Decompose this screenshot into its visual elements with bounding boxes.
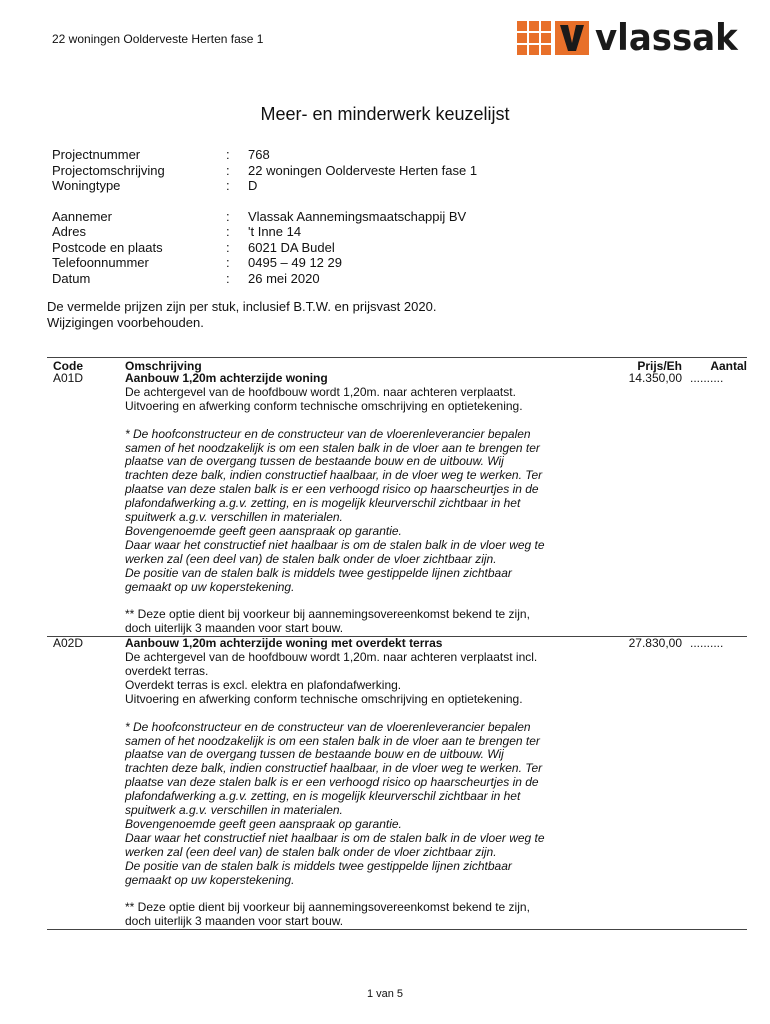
row-note-line: werken zal (een deel van) de stalen balk onder de vloer zichtbaar zijn. <box>125 844 497 859</box>
meta-label: Aannemer <box>52 208 112 224</box>
row-code: A01D <box>53 371 84 385</box>
row-spacer <box>125 594 623 608</box>
meta-colon: : <box>226 162 230 178</box>
row-condition-line: doch uiterlijk 3 maanden voor start bouw. <box>125 914 344 929</box>
row-spacer <box>125 887 623 901</box>
meta-value: 22 woningen Oolderveste Herten fase 1 <box>248 162 478 178</box>
price-note <box>47 299 436 331</box>
row-description <box>125 372 623 636</box>
row-title: Aanbouw 1,20m achterzijde woning <box>125 371 328 385</box>
row-note-line: spuitwerk a.g.v. verschillen in materialen. <box>125 510 343 525</box>
price-note-line: Wijzigingen voorbehouden. <box>47 315 204 330</box>
row-note-line: werken zal (een deel van) de stalen balk onder de vloer zichtbaar zijn. <box>125 551 497 566</box>
table-row <box>47 372 747 636</box>
row-price: 14.350,00 <box>628 371 682 385</box>
meta-label: Datum <box>52 270 91 286</box>
meta-value: 0495 – 49 12 29 <box>248 255 342 270</box>
meta-colon: : <box>226 255 230 270</box>
row-condition-line: ** Deze optie dient bij voorkeur bij aannemingsovereenkomst bekend te zijn, <box>125 900 530 915</box>
row-note-line: * De hoofconstructeur en de constructeur van de vloerenleverancier bepalen <box>125 426 531 441</box>
row-note-line: trachten deze balk, indien constructief haalbaar, in de vloer weg te werken. Ter <box>125 468 543 483</box>
meta-value: Vlassak Aannemingsmaatschappij BV <box>248 208 467 224</box>
vlassak-logo <box>517 16 738 60</box>
row-note-line: plaatse van deze stalen balk is er een verhoogd risico op haarscheurtjes in de <box>125 775 539 790</box>
meta-row <box>52 178 477 194</box>
row-description-line: Uitvoering en afwerking conform technische omschrijving en optietekening. <box>125 398 523 413</box>
header-code: Code <box>53 359 83 373</box>
row-note-line: De positie van de stalen balk is middels twee gestippelde lijnen zichtbaar <box>125 565 512 580</box>
meta-colon: : <box>226 208 230 224</box>
meta-colon: : <box>226 270 230 286</box>
row-description <box>125 637 623 929</box>
row-note-line: trachten deze balk, indien constructief haalbaar, in de vloer weg te werken. Ter <box>125 761 543 776</box>
meta-spacer <box>52 194 477 209</box>
meta-row <box>52 224 477 240</box>
header-description: Omschrijving <box>125 359 202 373</box>
page-title: Meer- en minderwerk keuzelijst <box>260 104 510 124</box>
meta-value: 6021 DA Budel <box>248 239 335 255</box>
project-meta <box>52 147 477 286</box>
meta-colon: : <box>226 224 230 239</box>
meta-value: D <box>248 178 258 193</box>
meta-row <box>52 147 477 163</box>
meta-colon: : <box>226 178 230 193</box>
table-end-rule <box>47 929 747 930</box>
row-note-line: plaatse van de overgang tussen de bestaande bouw en de uitbouw. Wij <box>125 454 504 469</box>
row-note-line: samen of het noodzakelijk is om een stalen balk in de vloer aan te brengen ter <box>125 440 540 455</box>
page-number: 1 van 5 <box>366 988 404 1000</box>
meta-row <box>52 240 477 256</box>
row-note-line: De positie van de stalen balk is middels twee gestippelde lijnen zichtbaar <box>125 858 512 873</box>
meta-label: Projectomschrijving <box>52 162 165 178</box>
meta-label: Projectnummer <box>52 147 141 162</box>
meta-label: Adres <box>52 224 86 239</box>
row-description-line: De achtergevel van de hoofdbouw wordt 1,20m. naar achteren verplaatst. <box>125 384 516 399</box>
row-description-line: Overdekt terras is excl. elektra en plafondafwerking. <box>125 677 402 692</box>
meta-value: 't Inne 14 <box>248 224 302 239</box>
row-condition-line: doch uiterlijk 3 maanden voor start bouw. <box>125 621 344 636</box>
meta-colon: : <box>226 239 230 255</box>
meta-row <box>52 271 477 287</box>
logo-squares-icon <box>517 21 551 55</box>
row-description-line: overdekt terras. <box>125 664 209 678</box>
row-note-line: Bovengenoemde geeft geen aanspraak op garantie. <box>125 523 402 538</box>
header-project-name: 22 woningen Oolderveste Herten fase 1 <box>52 32 264 46</box>
row-spacer <box>125 707 623 721</box>
table-row <box>47 636 747 929</box>
row-note-line: spuitwerk a.g.v. verschillen in materialen. <box>125 803 343 818</box>
header-price: Prijs/Eh <box>637 359 682 373</box>
table-header <box>47 357 747 372</box>
logo-text: vlassak <box>595 16 738 60</box>
row-quantity-field[interactable]: .......... <box>690 371 724 385</box>
row-note-line: Daar waar het constructief niet haalbaar is om de stalen balk in de vloer weg te <box>125 830 545 845</box>
row-note-line: plafondafwerking a.g.v. zetting, en is mogelijk kleurverschil zichtbaar in het <box>125 789 521 804</box>
row-note-line: plaatse van de overgang tussen de bestaande bouw en de uitbouw. Wij <box>125 747 504 762</box>
meta-row <box>52 209 477 225</box>
row-note-line: plafondafwerking a.g.v. zetting, en is mogelijk kleurverschil zichtbaar in het <box>125 496 521 511</box>
price-note-line: De vermelde prijzen zijn per stuk, inclusief B.T.W. en prijsvast 2020. <box>47 299 437 314</box>
row-note-line: gemaakt op uw koperstekening. <box>125 872 295 887</box>
row-note-line: samen of het noodzakelijk is om een stalen balk in de vloer aan te brengen ter <box>125 733 540 748</box>
meta-row <box>52 163 477 179</box>
meta-colon: : <box>226 147 230 162</box>
meta-label: Postcode en plaats <box>52 239 163 255</box>
meta-label: Woningtype <box>52 178 121 193</box>
row-spacer <box>125 414 623 428</box>
meta-row <box>52 255 477 271</box>
row-quantity-field[interactable]: .......... <box>690 636 724 651</box>
meta-value: 26 mei 2020 <box>248 270 320 286</box>
row-title: Aanbouw 1,20m achterzijde woning met overdekt terras <box>125 636 443 651</box>
logo-v-icon <box>555 21 589 55</box>
row-description-line: Uitvoering en afwerking conform technische omschrijving en optietekening. <box>125 691 523 706</box>
options-table <box>47 357 747 930</box>
row-price: 27.830,00 <box>628 636 682 651</box>
meta-value: 768 <box>248 147 270 162</box>
row-note-line: Daar waar het constructief niet haalbaar is om de stalen balk in de vloer weg te <box>125 537 545 552</box>
meta-label: Telefoonnummer <box>52 255 149 270</box>
row-code: A02D <box>53 636 84 651</box>
row-note-line: * De hoofconstructeur en de constructeur van de vloerenleverancier bepalen <box>125 719 531 734</box>
row-note-line: gemaakt op uw koperstekening. <box>125 579 295 594</box>
row-note-line: plaatse van deze stalen balk is er een verhoogd risico op haarscheurtjes in de <box>125 482 539 497</box>
header-quantity: Aantal <box>710 359 747 373</box>
row-condition-line: ** Deze optie dient bij voorkeur bij aannemingsovereenkomst bekend te zijn, <box>125 607 530 622</box>
row-description-line: De achtergevel van de hoofdbouw wordt 1,20m. naar achteren verplaatst incl. <box>125 650 538 665</box>
row-note-line: Bovengenoemde geeft geen aanspraak op garantie. <box>125 816 402 831</box>
